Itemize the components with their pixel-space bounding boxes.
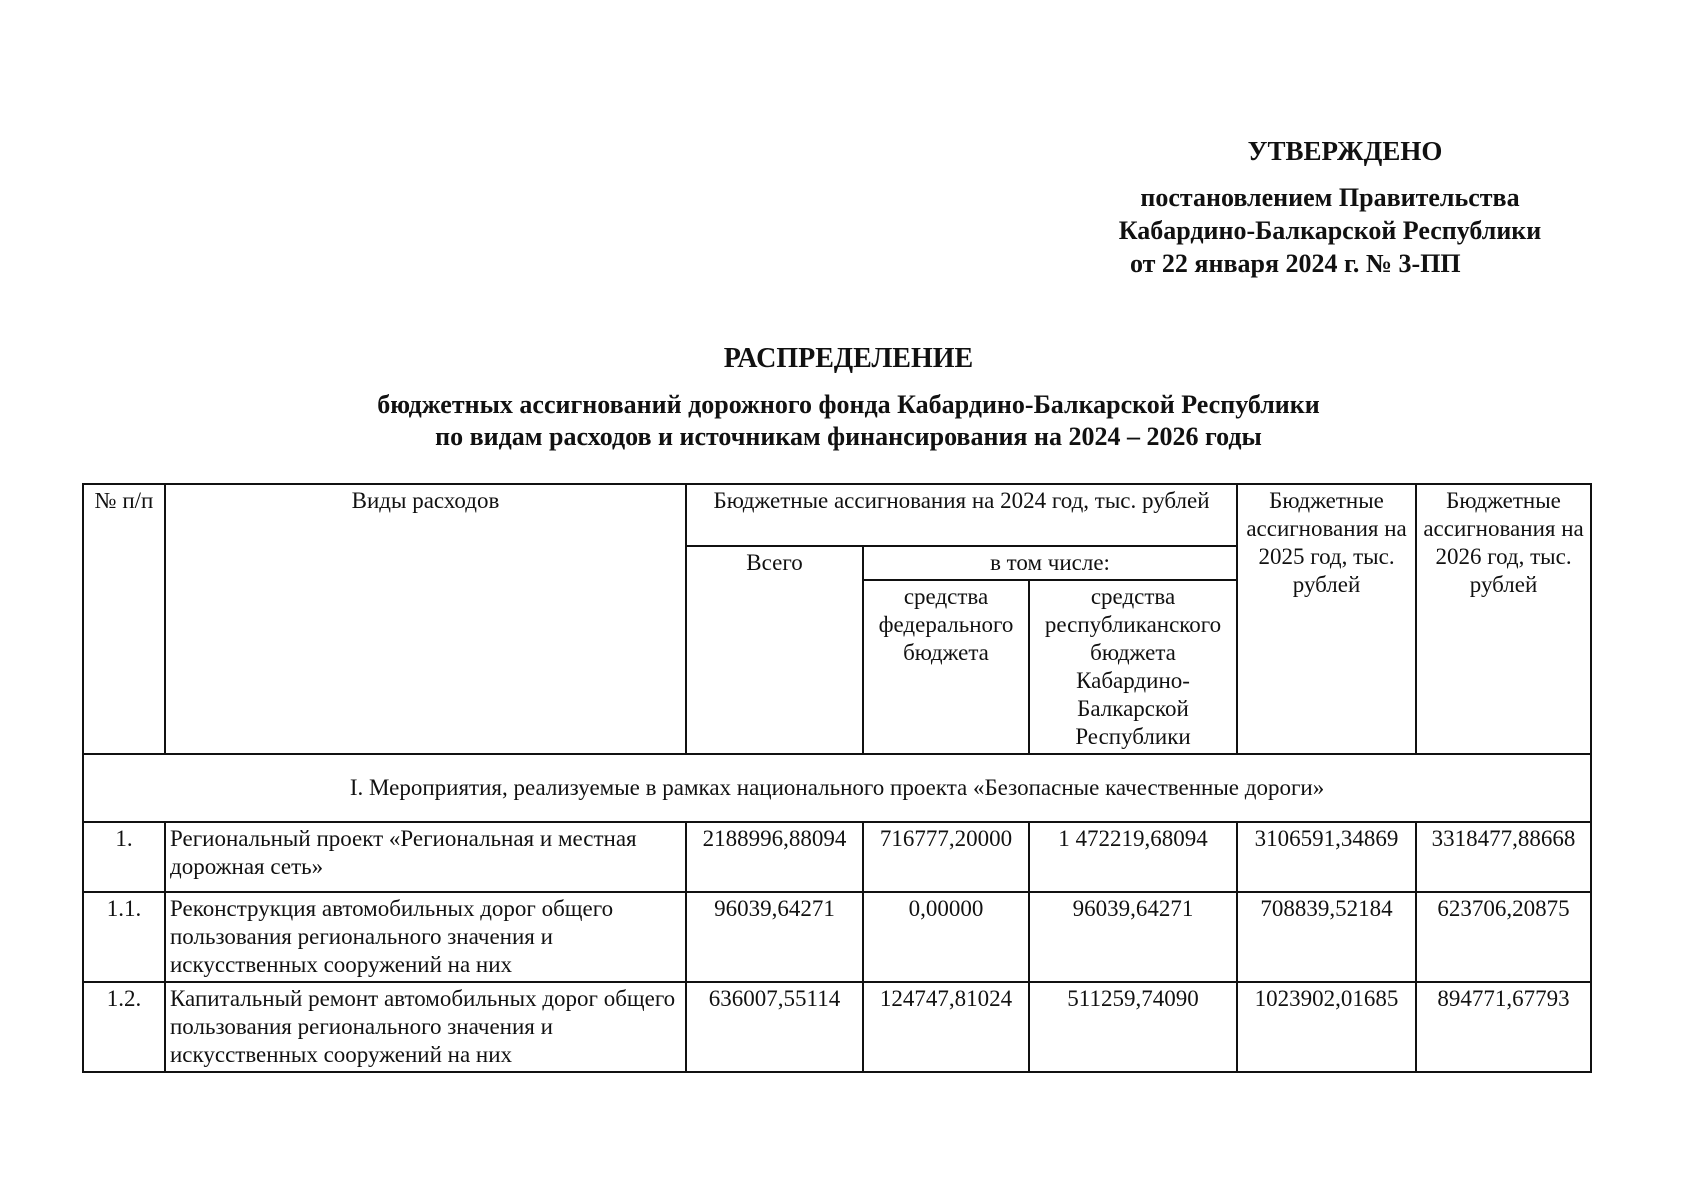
header-federal: средства федерального бюджета (863, 580, 1029, 754)
table-row (83, 892, 1591, 982)
section-title: I. Мероприятия, реализуемые в рамках национального проекта «Безопасные качественные дороги» (83, 754, 1591, 822)
header-2025: Бюджетные ассигнования на 2025 год, тыс. рублей (1237, 484, 1416, 754)
approval-line-3: от 22 января 2024 г. № 3-ПП (1130, 249, 1461, 278)
approval-block (1100, 136, 1560, 280)
header-2024: Бюджетные ассигнования на 2024 год, тыс. рублей (686, 484, 1237, 546)
row-2026: 894771,67793 (1416, 982, 1591, 1072)
header-row-1 (83, 484, 1591, 546)
table-row (83, 822, 1591, 892)
row-total: 636007,55114 (686, 982, 863, 1072)
subtitle-line-2: по видам расходов и источникам финансирования на 2024 – 2026 годы (435, 422, 1262, 451)
header-num: № п/п (83, 484, 165, 754)
row-2025: 3106591,34869 (1237, 822, 1416, 892)
row-total: 96039,64271 (686, 892, 863, 982)
row-total: 2188996,88094 (686, 822, 863, 892)
row-num: 1.2. (83, 982, 165, 1072)
approval-stamp: УТВЕРЖДЕНО (1247, 136, 1443, 166)
row-regional: 96039,64271 (1029, 892, 1237, 982)
row-regional: 1 472219,68094 (1029, 822, 1237, 892)
table-row (83, 982, 1591, 1072)
budget-table (82, 483, 1592, 1073)
header-2026: Бюджетные ассигнования на 2026 год, тыс. рублей (1416, 484, 1591, 754)
row-federal: 124747,81024 (863, 982, 1029, 1072)
row-name: Региональный проект «Региональная и местная дорожная сеть» (165, 822, 686, 892)
row-regional: 511259,74090 (1029, 982, 1237, 1072)
row-num: 1.1. (83, 892, 165, 982)
row-2025: 708839,52184 (1237, 892, 1416, 982)
row-name: Реконструкция автомобильных дорог общего пользования регионального значения и искусственных сооружений на них (165, 892, 686, 982)
row-2026: 3318477,88668 (1416, 822, 1591, 892)
subtitle-line-1: бюджетных ассигнований дорожного фонда Кабардино-Балкарской Республики (377, 390, 1320, 419)
row-federal: 716777,20000 (863, 822, 1029, 892)
row-2025: 1023902,01685 (1237, 982, 1416, 1072)
header-regional: средства республиканского бюджета Кабардино-Балкарской Республики (1029, 580, 1237, 754)
approval-line-2: Кабардино-Балкарской Республики (1118, 216, 1542, 245)
approval-line-1: постановлением Правительства (1140, 183, 1520, 212)
row-2026: 623706,20875 (1416, 892, 1591, 982)
row-name: Капитальный ремонт автомобильных дорог общего пользования регионального значения и искусственных сооружений на них (165, 982, 686, 1072)
header-including: в том числе: (863, 546, 1237, 580)
section-row (83, 754, 1591, 822)
document-subtitle (0, 389, 1697, 453)
header-total: Всего (686, 546, 863, 754)
row-num: 1. (83, 822, 165, 892)
document-title: РАСПРЕДЕЛЕНИЕ (723, 343, 974, 374)
header-kind: Виды расходов (165, 484, 686, 754)
row-federal: 0,00000 (863, 892, 1029, 982)
